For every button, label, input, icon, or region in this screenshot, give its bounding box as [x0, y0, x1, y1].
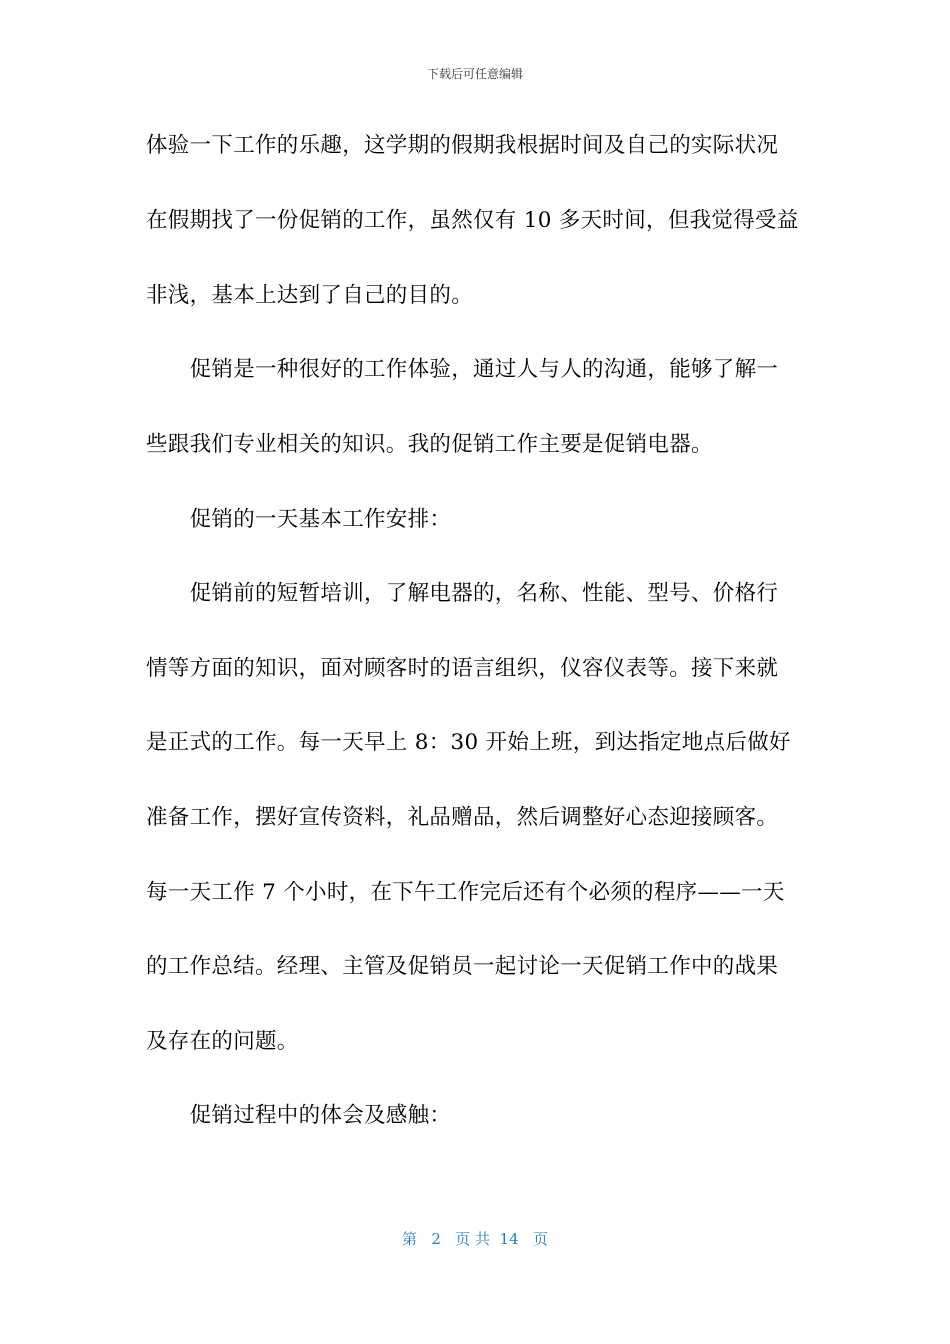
body-line-6: 促销的一天基本工作安排： [146, 507, 452, 532]
footer-page-number: 2 [431, 1230, 441, 1248]
page-footer [0, 1229, 950, 1249]
footer-prefix: 第 [402, 1230, 418, 1248]
body-line-2: 在假期找了一份促销的工作，虽然仅有 10 多天时间，但我觉得受益 [146, 208, 799, 233]
footer-total-pages: 14 [499, 1230, 519, 1248]
body-line-5: 些跟我们专业相关的知识。我的促销工作主要是促销电器。 [146, 432, 713, 457]
page-header: 下载后可任意编辑 [426, 67, 523, 81]
body-line-13: 及存在的问题。 [146, 1029, 299, 1054]
body-line-3: 非浅，基本上达到了自己的目的。 [146, 283, 474, 308]
body-line-1: 体验一下工作的乐趣，这学期的假期我根据时间及自己的实际状况 [146, 133, 779, 158]
footer-suffix: 页 [532, 1230, 548, 1248]
footer-middle: 页 共 [455, 1230, 490, 1248]
body-line-9: 是正式的工作。每一天早上 8：30 开始上班，到达指定地点后做好 [146, 730, 791, 755]
body-line-4: 促销是一种很好的工作体验，通过人与人的沟通，能够了解一 [146, 357, 779, 382]
body-line-8: 情等方面的知识，面对顾客时的语言组织，仪容仪表等。接下来就 [146, 656, 779, 681]
body-line-7: 促销前的短暂培训，了解电器的，名称、性能、型号、价格行 [146, 581, 779, 606]
body-line-14: 促销过程中的体会及感触： [146, 1103, 452, 1128]
body-line-11: 每一天工作 7 个小时，在下午工作完后还有个必须的程序——一天 [146, 880, 785, 905]
body-line-10: 准备工作，摆好宣传资料，礼品赠品，然后调整好心态迎接顾客。 [146, 805, 779, 830]
body-line-12: 的工作总结。经理、主管及促销员一起讨论一天促销工作中的战果 [146, 954, 779, 979]
